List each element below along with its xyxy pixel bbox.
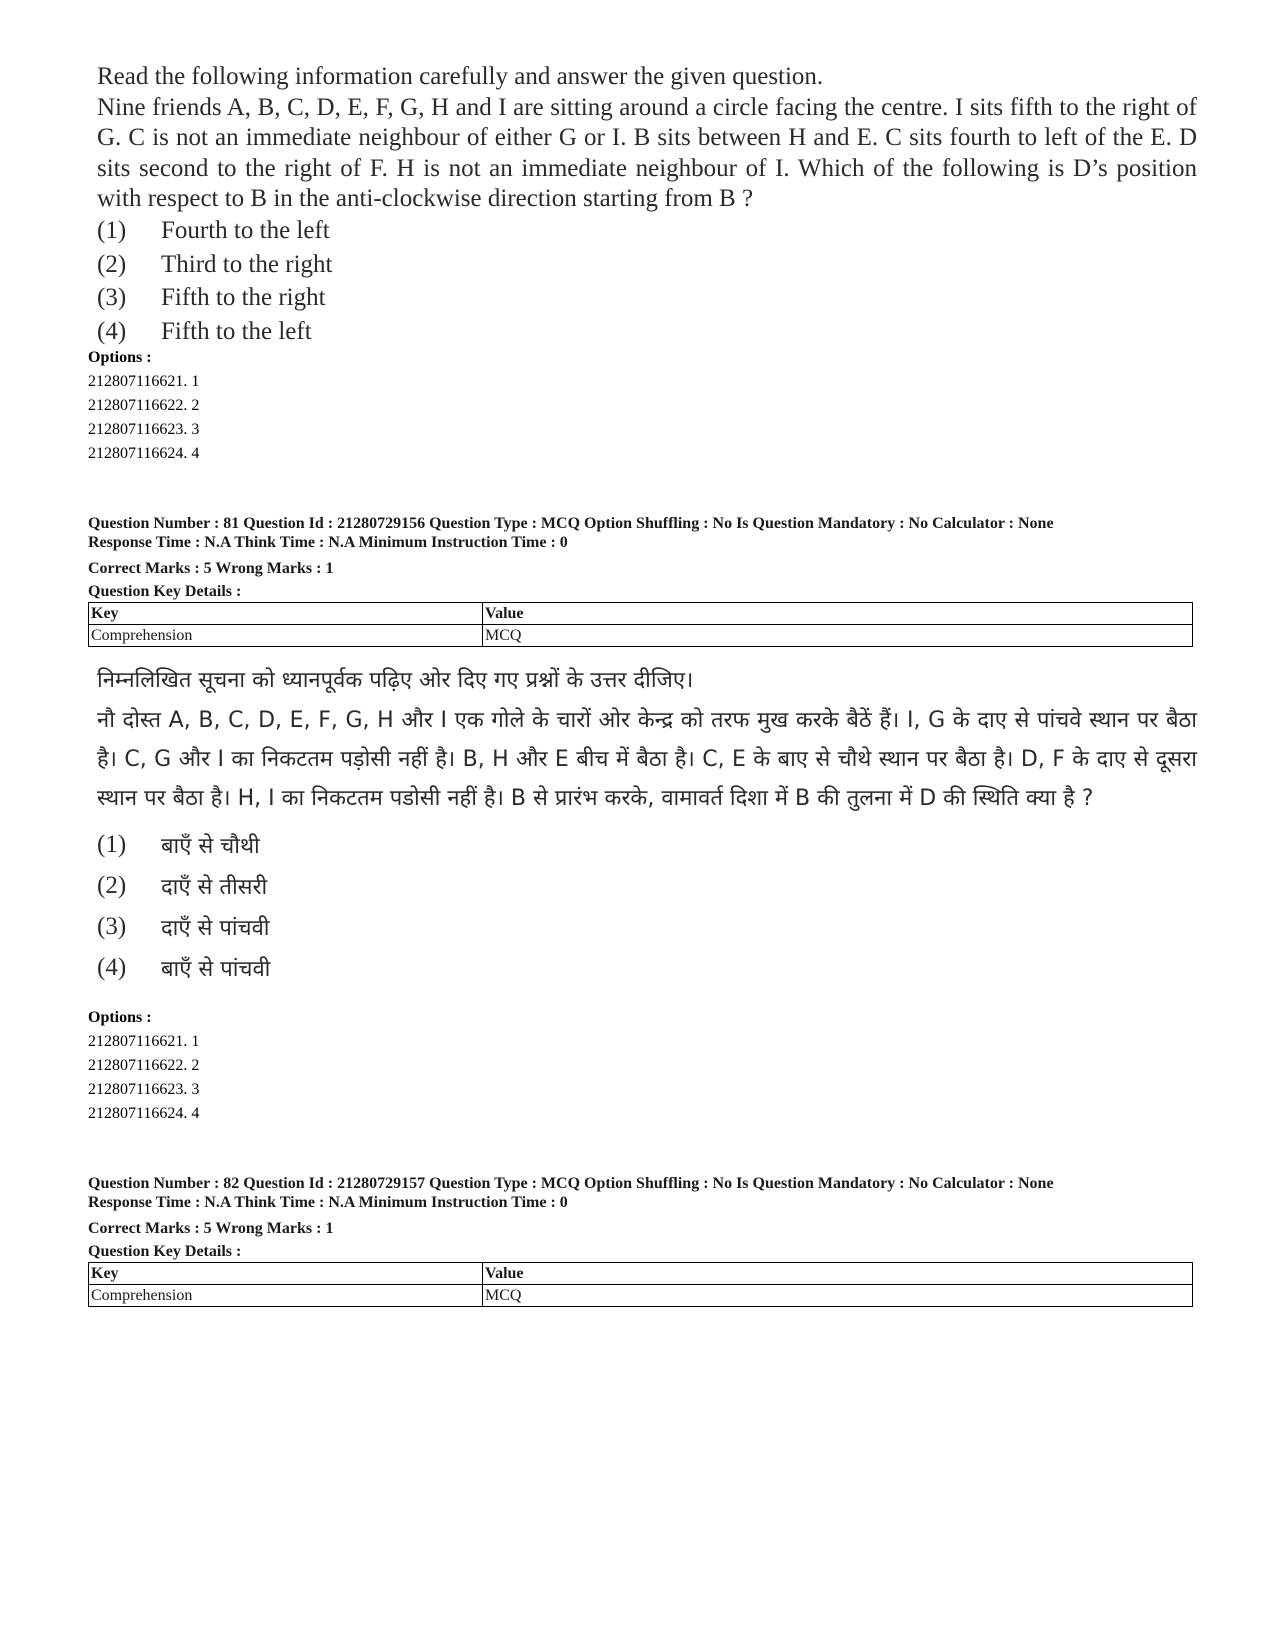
options-label: Options : bbox=[88, 1009, 152, 1026]
question-82-info bbox=[88, 1174, 1188, 1263]
options-label: Options : bbox=[88, 349, 152, 366]
answer-option-2: (2) दाएँ से तीसरी bbox=[97, 871, 268, 900]
question-body: Nine friends A, B, C, D, E, F, G, H and I are sitting around a circle facing the centre. I sits fifth to the right of G. C is not an immediate neighbour of either G or I. B sits between H and E. C sits fourth to left of the E. D sits second to the right of F. H is not an immediate neighbour of I. Which of the following is D’s position with respect to B in the anti-clockwise direction starting from B ? bbox=[97, 93, 1197, 212]
option-id: 212807116621. 1 bbox=[88, 1033, 200, 1050]
option-id: 212807116622. 2 bbox=[88, 397, 200, 414]
question-81-info bbox=[88, 514, 1188, 603]
marks-line: Correct Marks : 5 Wrong Marks : 1 bbox=[88, 1220, 334, 1237]
value-cell: MCQ bbox=[483, 1285, 1193, 1307]
question-meta-line: Question Number : 81 Question Id : 21280729156 Question Type : MCQ Option Shuffling : No Is Question Mandatory : No Calculator : None bbox=[88, 515, 1054, 532]
question-timing-line: Response Time : N.A Think Time : N.A Minimum Instruction Time : 0 bbox=[88, 534, 568, 551]
answer-option-4: (4) बाएँ से पांचवी bbox=[97, 953, 271, 982]
key-details-table bbox=[88, 1262, 1193, 1307]
key-header: Key bbox=[89, 1263, 483, 1285]
options-block-q81 bbox=[88, 1006, 199, 1126]
answer-option-3: (3) दाएँ से पांचवी bbox=[97, 912, 270, 941]
answer-option-1: (1) बाएँ से चौथी bbox=[97, 830, 260, 859]
value-header: Value bbox=[483, 1263, 1193, 1285]
key-details-label: Question Key Details : bbox=[88, 1243, 242, 1260]
question-81-text bbox=[97, 661, 1197, 988]
key-details-table bbox=[88, 602, 1193, 647]
option-id: 212807116624. 4 bbox=[88, 445, 200, 462]
answer-option-4: (4) Fifth to the left bbox=[97, 317, 312, 345]
marks-line: Correct Marks : 5 Wrong Marks : 1 bbox=[88, 560, 334, 577]
answer-option-2: (2) Third to the right bbox=[97, 250, 333, 278]
options-block-q80 bbox=[88, 346, 199, 466]
value-header: Value bbox=[483, 603, 1193, 625]
option-id: 212807116624. 4 bbox=[88, 1105, 200, 1122]
answer-option-3: (3) Fifth to the right bbox=[97, 284, 326, 311]
option-id: 212807116622. 2 bbox=[88, 1057, 200, 1074]
question-meta-line: Question Number : 82 Question Id : 21280729157 Question Type : MCQ Option Shuffling : No Is Question Mandatory : No Calculator : None bbox=[88, 1175, 1054, 1192]
answer-option-1: (1) Fourth to the left bbox=[97, 217, 330, 244]
key-cell: Comprehension bbox=[89, 1285, 483, 1307]
key-details-label: Question Key Details : bbox=[88, 583, 242, 600]
option-id: 212807116623. 3 bbox=[88, 421, 200, 438]
question-intro: Read the following information carefully and answer the given question. bbox=[97, 63, 824, 90]
question-body-hindi: नौ दोस्त A, B, C, D, E, F, G, H और I एक गोले के चारों ओर केन्द्र को तरफ मुख करके बैठें हैं। I, G के दाए से पांचवे स्थान पर बैठा है। C, G और I का निकटतम पड़ोसी नहीं है। B, H और E बीच में बैठा है। C, E के बाए से चौथे स्थान पर बैठा है। D, F के दाए से दूसरा स्थान पर बैठा है। H, I का निकटतम पडोसी नहीं है। B से प्रारंभ करके, वामावर्त दिशा में B की तुलना में D की स्थिति क्या है ? bbox=[97, 708, 1197, 811]
question-80-text bbox=[97, 62, 1197, 349]
key-header: Key bbox=[89, 603, 483, 625]
value-cell: MCQ bbox=[483, 625, 1193, 647]
key-cell: Comprehension bbox=[89, 625, 483, 647]
question-timing-line: Response Time : N.A Think Time : N.A Minimum Instruction Time : 0 bbox=[88, 1194, 568, 1211]
question-intro-hindi: निम्नलिखित सूचना को ध्यानपूर्वक पढ़िए ओर दिए गए प्रश्नों के उत्तर दीजिए। bbox=[97, 668, 694, 693]
option-id: 212807116623. 3 bbox=[88, 1081, 200, 1098]
option-id: 212807116621. 1 bbox=[88, 373, 200, 390]
